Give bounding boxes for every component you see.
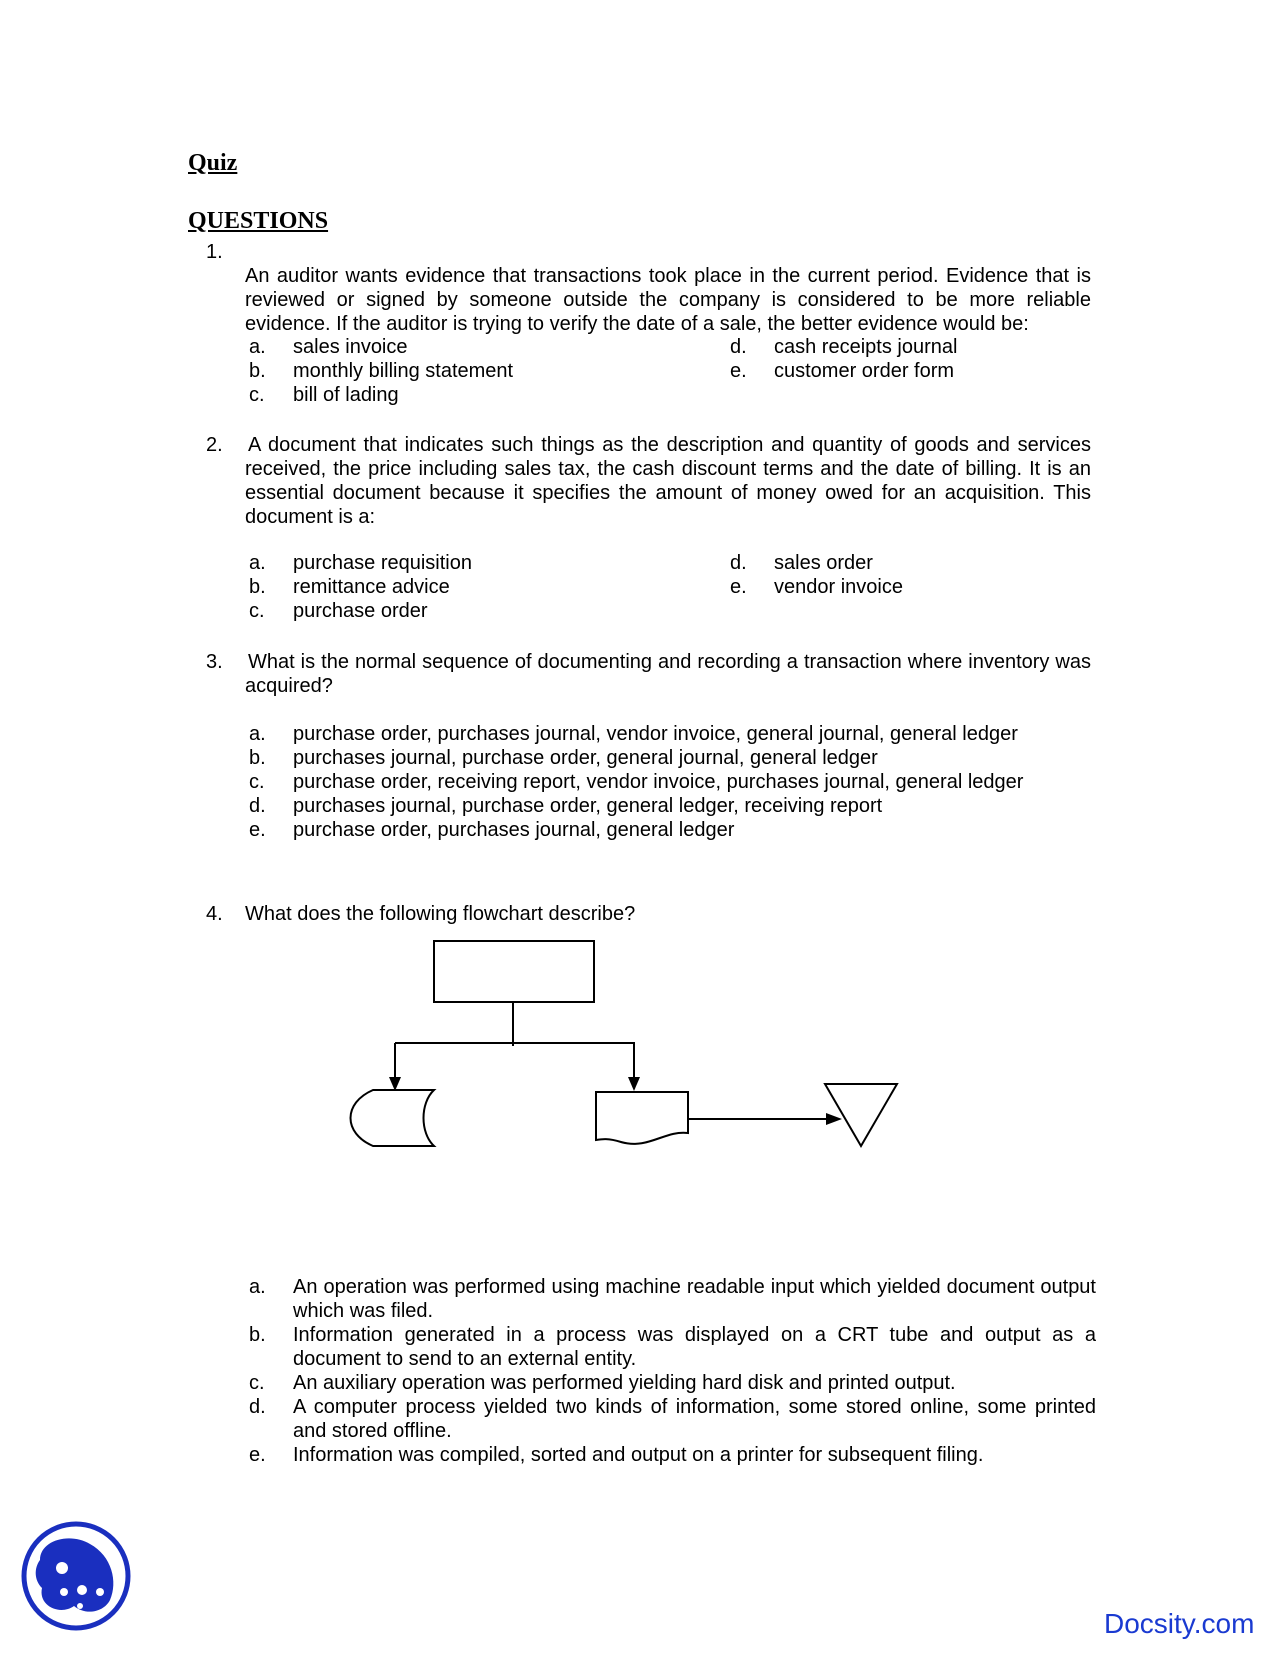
document-symbol [596,1092,688,1144]
arrow-head [389,1077,401,1091]
process-box [434,941,594,1002]
option-e[interactable]: e. Information was compiled, sorted and output on a printer for subsequent filing. [249,1444,984,1466]
question-number: 4. [206,903,223,925]
question-text: An auditor wants evidence that transactions took place in the current period. Evidence that is reviewed or signed by someone outside the company is considered to be more reliable evidence. If the auditor is trying to verify the date of a sale, the better evidence would be: [245,265,1091,335]
question-number: 1. [206,241,223,263]
question-text: A document that indicates such things as the description and quantity of goods and services received, the price including sales tax, the cash discount terms and the date of billing. It is an essential document because it specifies the amount of money owed for an acquisition. This document is a: [245,434,1091,528]
arrow-head [628,1077,640,1091]
question-text: What does the following flowchart describe? [245,903,636,925]
option-a[interactable]: a. An operation was performed using machine readable input which yielded document output which was filed. [249,1276,1096,1322]
docsity-logo-icon[interactable] [20,1520,132,1632]
option-d[interactable]: d. A computer process yielded two kinds of information, some stored online, some printed and stored offline. [249,1396,1096,1442]
question-number: 3. [206,651,223,673]
offline-file-symbol [825,1084,897,1146]
arrow-head [826,1113,842,1125]
question-number: 2. [206,434,223,456]
online-storage-symbol [351,1090,435,1146]
page-title: Quiz [188,150,238,176]
option-c[interactable]: c. An auxiliary operation was performed yielding hard disk and printed output. [249,1372,956,1394]
docsity-brand-link[interactable]: Docsity.com [1104,1608,1255,1639]
section-heading: QUESTIONS [188,208,329,234]
option-b[interactable]: b. Information generated in a process was displayed on a CRT tube and output as a document to send to an external entity. [249,1324,1096,1370]
question-text: What is the normal sequence of documenting and recording a transaction where inventory was acquired? [245,651,1091,697]
